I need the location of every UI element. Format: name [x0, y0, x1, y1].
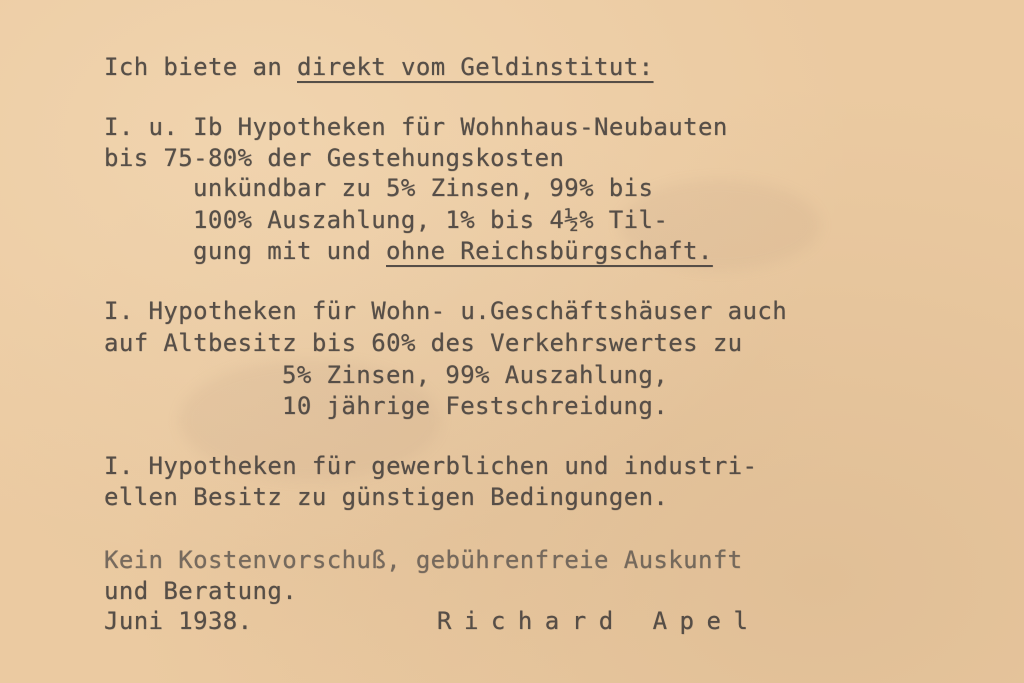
- document-date: Juni 1938.: [104, 607, 253, 635]
- intro-line: [104, 52, 653, 82]
- offer2-line3: 5% Zinsen, 99% Auszahlung,: [282, 361, 669, 389]
- offer1-line4: 100% Auszahlung, 1% bis 4½% Til-: [193, 206, 669, 234]
- intro-prefix: Ich biete an: [104, 53, 298, 81]
- offer3-line1: I. Hypotheken für gewerblichen und industri-: [104, 452, 758, 480]
- signature-name: Richard Apel: [437, 607, 761, 635]
- offer1-underlined-text: ohne Reichsbürgschaft.: [386, 237, 713, 265]
- offer2-line4: 10 jährige Festschreidung.: [282, 392, 669, 420]
- intro-underlined-text: direkt vom Geldinstitut:: [297, 53, 654, 81]
- offer1-line3: unkündbar zu 5% Zinsen, 99% bis: [193, 174, 654, 202]
- offer3-line2: ellen Besitz zu günstigen Bedingungen.: [104, 483, 669, 511]
- offer1-line5-prefix: gung mit und: [193, 237, 387, 265]
- offer1-line5: [193, 236, 713, 266]
- offer2-line2: auf Altbesitz bis 60% des Verkehrswertes zu: [104, 329, 743, 357]
- offer2-line1: I. Hypotheken für Wohn- u.Geschäftshäuser auch: [104, 297, 788, 325]
- offer1-line2: bis 75-80% der Gestehungskosten: [104, 144, 565, 172]
- closing-line2: und Beratung.: [104, 577, 298, 605]
- offer1-line1: I. u. Ib Hypotheken für Wohnhaus-Neubauten: [104, 113, 728, 141]
- closing-line1: Kein Kostenvorschuß, gebührenfreie Auskunft: [104, 546, 743, 574]
